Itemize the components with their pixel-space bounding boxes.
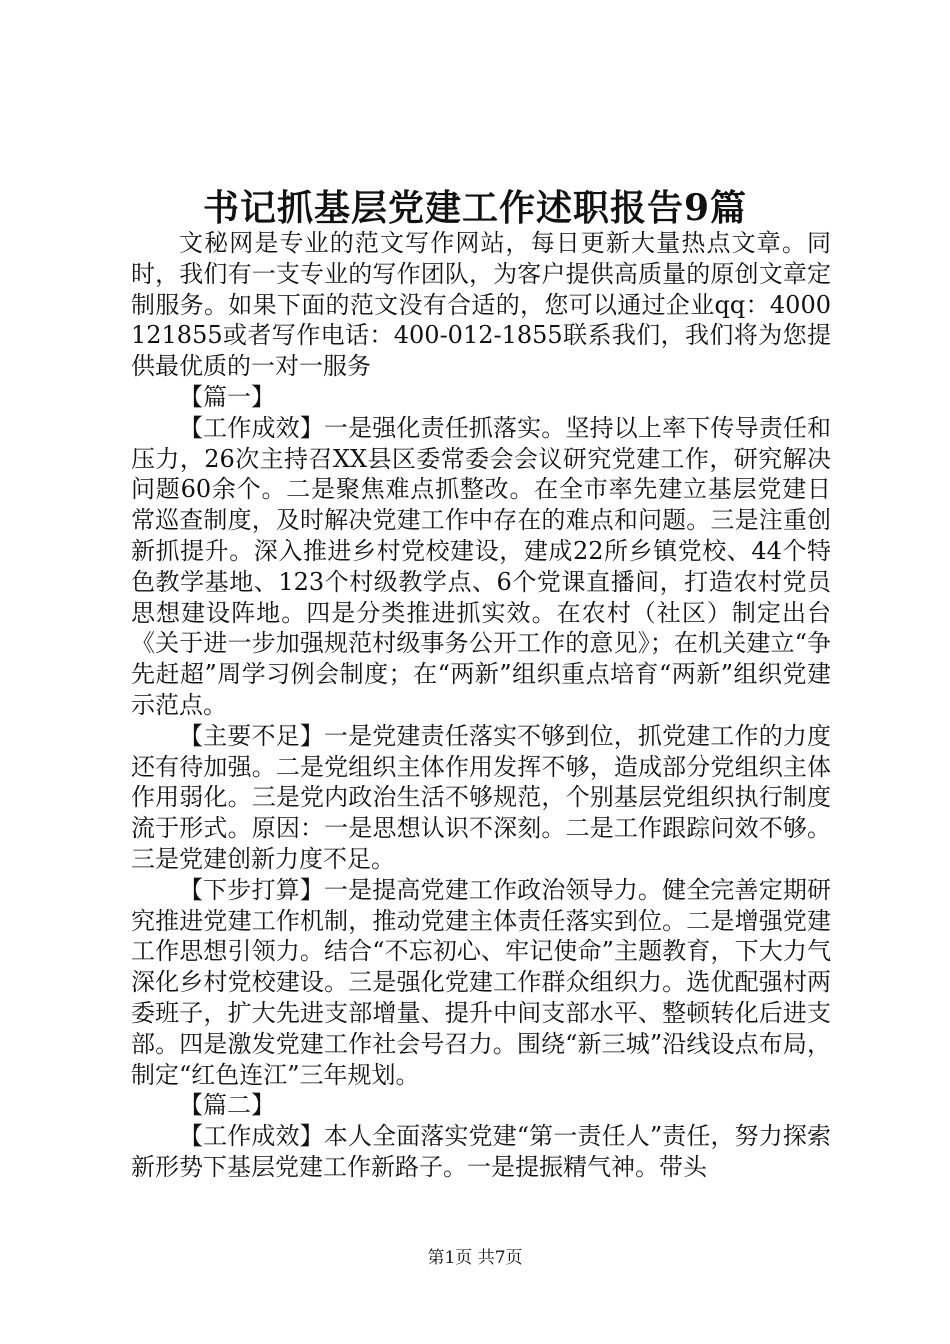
- page-footer: 第1页 共7页: [427, 1248, 523, 1268]
- intro-paragraph: 文秘网是专业的范文写作网站，每日更新大量热点文章。同时，我们有一支专业的写作团队，为客户提供高质量的原创文章定制服务。如果下面的范文没有合适的，您可以通过企业qq：4000121855或者写作电话：400-012-1855联系我们，我们将为您提供最优质的一对一服务: [131, 229, 831, 381]
- document-title: 书记抓基层党建工作述职报告9篇: [202, 187, 748, 229]
- document-body: [131, 228, 831, 1183]
- section-heading-1: 【篇一】: [179, 382, 275, 411]
- section1-achievements-paragraph: 【工作成效】一是强化责任抓落实。坚持以上率下传导责任和压力，26次主持召XX县区委常委会会议研究党建工作，研究解决问题60余个。二是聚焦难点抓整改。在全市率先建立基层党建日常巡查制度，及时解决党建工作中存在的难点和问题。三是注重创新抓提升。深入推进乡村党校建设，建成22所乡镇党校、44个特色教学基地、123个村级教学点、6个党课直播间，打造农村党员思想建设阵地。四是分类推进抓实效。在农村（社区）制定出台《关于进一步加强规范村级事务公开工作的意见》；在机关建立“争先赶超”周学习例会制度；在“两新”组织重点培育“两新”组织党建示范点。: [131, 413, 831, 719]
- section1-plans-paragraph: 【下步打算】一是提高党建工作政治领导力。健全完善定期研究推进党建工作机制，推动党建主体责任落实到位。二是增强党建工作思想引领力。结合“不忘初心、牢记使命”主题教育，下大力气深化乡村党校建设。三是强化党建工作群众组织力。选优配强村两委班子，扩大先进支部增量、提升中间支部水平、整顿转化后进支部。四是激发党建工作社会号召力。围绕“新三城”沿线设点布局，制定“红色连江”三年规划。: [131, 875, 831, 1089]
- section1-shortcomings-paragraph: 【主要不足】一是党建责任落实不够到位，抓党建工作的力度还有待加强。二是党组织主体作用发挥不够，造成部分党组织主体作用弱化。三是党内政治生活不够规范，个别基层党组织执行制度流于形式。原因：一是思想认识不深刻。二是工作跟踪问效不够。三是党建创新力度不足。: [131, 721, 831, 873]
- section2-achievements-paragraph: 【工作成效】本人全面落实党建“第一责任人”责任，努力探索新形势下基层党建工作新路子。一是提振精气神。带头: [131, 1122, 831, 1181]
- section-heading-2: 【篇二】: [179, 1091, 275, 1120]
